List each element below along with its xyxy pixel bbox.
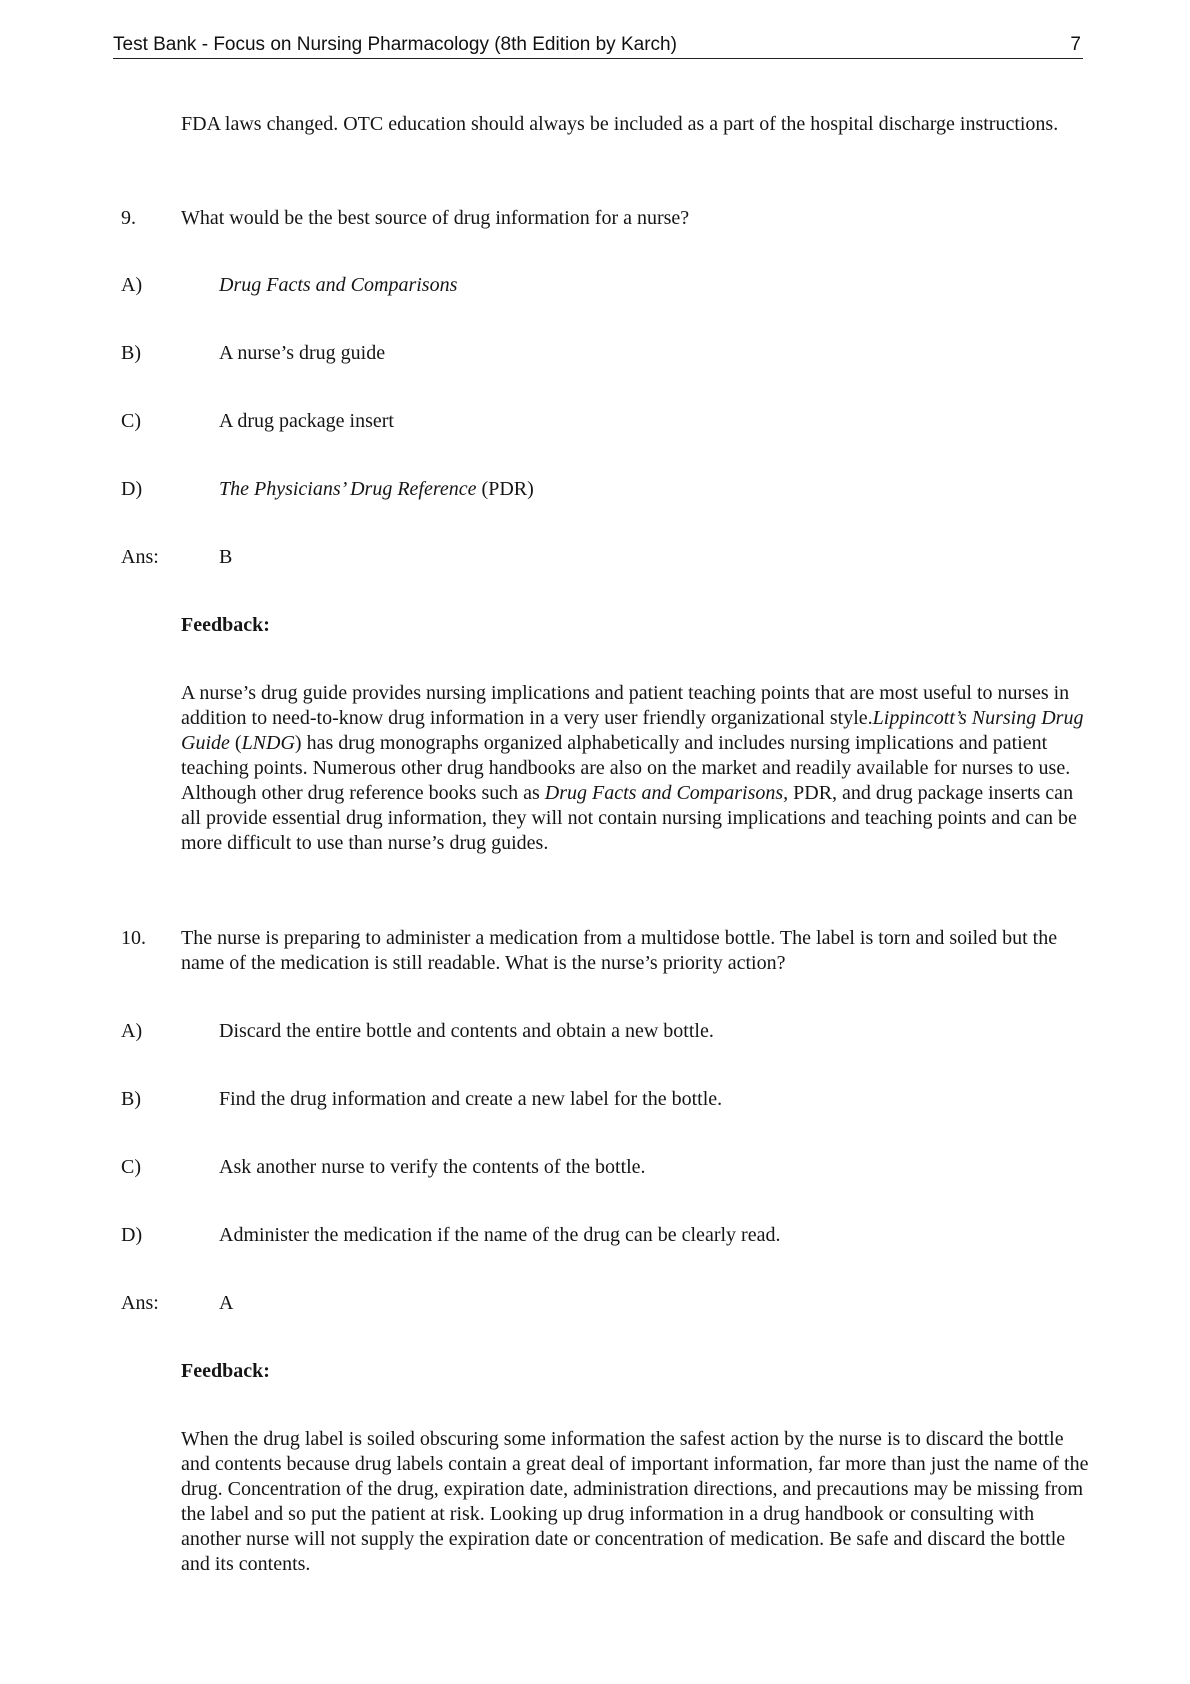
question-9-stem: What would be the best source of drug information for a nurse? — [181, 207, 690, 229]
continuation-paragraph: FDA laws changed. OTC education should always be included as a part of the hospital discharge instructions. — [181, 113, 1059, 135]
page-number: 7 — [1070, 34, 1081, 55]
q10-option-d-text: Administer the medication if the name of the drug can be clearly read. — [219, 1224, 781, 1246]
q9-answer-value: B — [219, 546, 233, 568]
header-title: Test Bank - Focus on Nursing Pharmacology (8th Edition by Karch) — [113, 34, 677, 55]
q10-option-c-letter: C) — [121, 1156, 141, 1178]
q9-option-c-text: A drug package insert — [219, 410, 394, 432]
q10-option-b-letter: B) — [121, 1088, 141, 1110]
q10-answer-value: A — [219, 1292, 234, 1314]
question-10-stem: The nurse is preparing to administer a medication from a multidose bottle. The label is torn and soiled but the name of the medication is still readable. What is the nurse’s priority action? — [181, 927, 1058, 974]
question-10-number: 10. — [121, 927, 146, 949]
q9-option-b-letter: B) — [121, 342, 141, 364]
q10-option-a-letter: A) — [121, 1020, 143, 1042]
q10-answer-label: Ans: — [121, 1292, 159, 1314]
q10-feedback-label: Feedback: — [181, 1360, 270, 1382]
q9-answer-label: Ans: — [121, 546, 159, 568]
q10-option-d-letter: D) — [121, 1224, 143, 1246]
q10-option-c-text: Ask another nurse to verify the contents of the bottle. — [219, 1156, 646, 1178]
question-9-number: 9. — [121, 207, 136, 229]
q9-option-d-letter: D) — [121, 478, 143, 500]
q10-feedback-text: When the drug label is soiled obscuring some information the safest action by the nurse is to discard the bottle and contents because drug labels contain a great deal of important information, far more than just the name of the drug. Concentration of the drug, expiration date, administration directions, and precautions may be missing from the label and so put the patient at risk. Looking up drug information in a drug handbook or consulting with another nurse will not supply the expiration date or concentration of medication. Be safe and discard the bottle and its contents. — [181, 1428, 1089, 1575]
q9-option-d-text: The Physicians’ Drug Reference (PDR) — [219, 478, 534, 500]
q9-feedback-text: A nurse’s drug guide provides nursing implications and patient teaching points that are most useful to nurses in addition to need-to-know drug information in a very user friendly organizational style.Lippincott’s Nursing Drug Guide (LNDG) has drug monographs organized alphabetically and includes nursing implications and patient teaching points. Numerous other drug handbooks are also on the market and readily available for nurses to use. Although other drug reference books such as Drug Facts and Comparisons, PDR, and drug package inserts can all provide essential drug information, they will not contain nursing implications and teaching points and can be more difficult to use than nurse’s drug guides. — [181, 682, 1084, 854]
page-header — [113, 34, 1083, 59]
q9-option-a-letter: A) — [121, 274, 143, 296]
q10-option-a-text: Discard the entire bottle and contents and obtain a new bottle. — [219, 1020, 714, 1042]
q9-option-a-text: Drug Facts and Comparisons — [219, 274, 458, 296]
q10-option-b-text: Find the drug information and create a new label for the bottle. — [219, 1088, 723, 1110]
q9-feedback-label: Feedback: — [181, 614, 270, 636]
q9-option-c-letter: C) — [121, 410, 141, 432]
q9-option-b-text: A nurse’s drug guide — [219, 342, 386, 364]
